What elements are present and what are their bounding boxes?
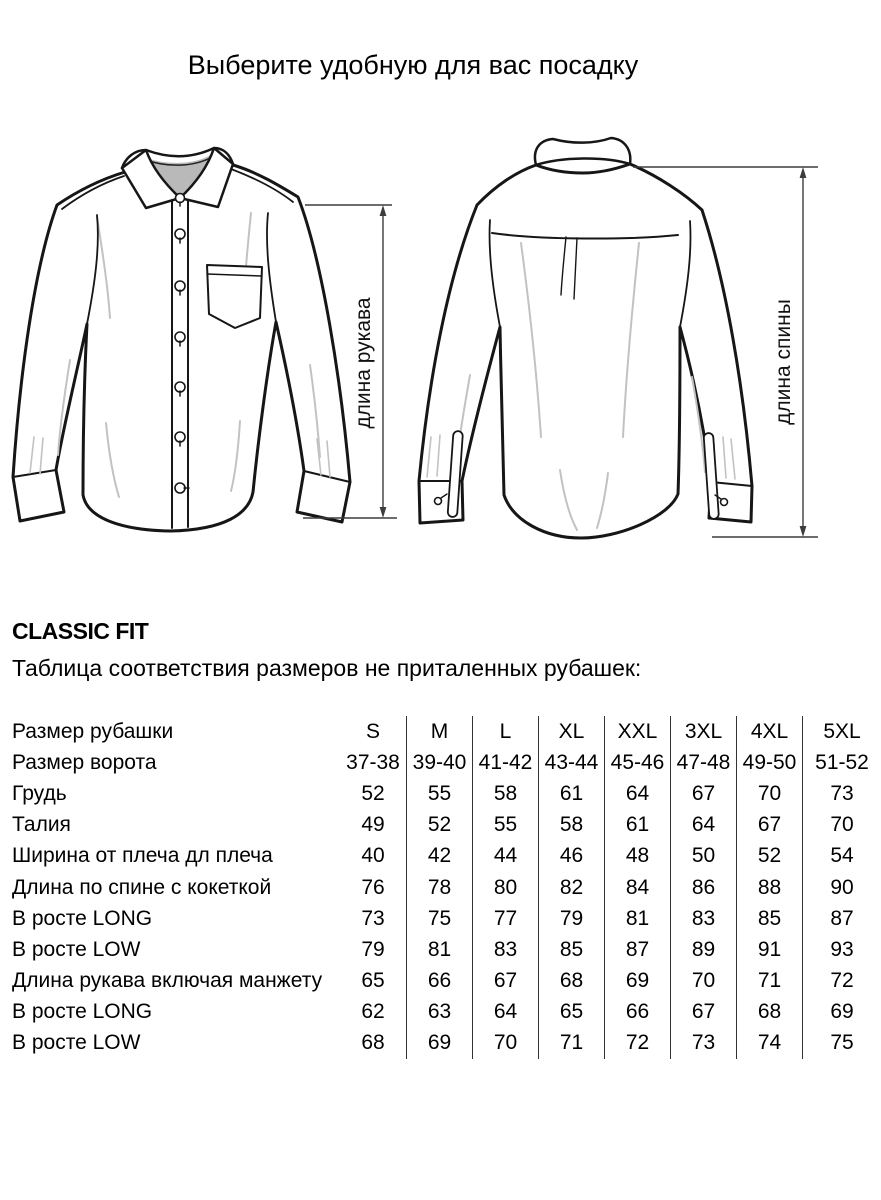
cell-value: 61 [604, 810, 670, 841]
cell-value: 85 [736, 903, 802, 934]
cell-value: 67 [736, 810, 802, 841]
cell-value: 90 [802, 872, 881, 903]
cell-value: 71 [736, 966, 802, 997]
cell-value: 81 [604, 903, 670, 934]
shirt-front-drawing [13, 148, 350, 531]
cell-value: 52 [406, 810, 472, 841]
cell-value: 69 [802, 997, 881, 1028]
cell-value: 64 [670, 810, 736, 841]
cell-value: 71 [538, 1028, 604, 1059]
cell-value: 85 [538, 934, 604, 965]
section-heading: CLASSIC FIT [12, 618, 149, 644]
cell-value: 76 [361, 875, 385, 899]
row-label: В росте LOW [12, 937, 141, 961]
row-label: Размер ворота [12, 750, 157, 774]
size-column-header: L [472, 716, 538, 747]
cell-value: 70 [670, 966, 736, 997]
cell-value: 89 [670, 934, 736, 965]
page-title: Выберите удобную для вас посадку [187, 50, 639, 80]
cell-value: 68 [538, 966, 604, 997]
cell-value: 70 [802, 810, 881, 841]
cell-value: 65 [361, 969, 385, 993]
cell-value: 78 [406, 872, 472, 903]
cell-value: 67 [670, 997, 736, 1028]
cell-value: 50 [670, 841, 736, 872]
cell-value: 41-42 [472, 747, 538, 778]
cell-value: 43-44 [538, 747, 604, 778]
size-column-header: 5XL [802, 716, 881, 747]
cell-value: 55 [472, 810, 538, 841]
size-column-header: 3XL [670, 716, 736, 747]
cell-value: 68 [361, 1031, 385, 1055]
cell-value: 73 [802, 778, 881, 809]
size-column-header: M [406, 716, 472, 747]
cell-value: 91 [736, 934, 802, 965]
cell-value: 88 [736, 872, 802, 903]
row-label: В росте LONG [12, 906, 153, 930]
cell-value: 70 [736, 778, 802, 809]
cell-value: 86 [670, 872, 736, 903]
cell-value: 83 [472, 934, 538, 965]
cell-value: 79 [538, 903, 604, 934]
cell-value: 52 [736, 841, 802, 872]
table-header-label: Размер рубашки [12, 719, 174, 743]
cell-value: 82 [538, 872, 604, 903]
cell-value: 68 [736, 997, 802, 1028]
row-label: Длина по спине с кокеткой [12, 875, 272, 899]
size-column-header: S [365, 719, 380, 743]
cell-value: 74 [736, 1028, 802, 1059]
cell-value: 81 [406, 934, 472, 965]
cell-value: 42 [406, 841, 472, 872]
cell-value: 75 [406, 903, 472, 934]
cell-value: 69 [604, 966, 670, 997]
size-column-header: XL [538, 716, 604, 747]
size-column-header: 4XL [736, 716, 802, 747]
cell-value: 87 [604, 934, 670, 965]
cell-value: 37-38 [346, 750, 400, 774]
cell-value: 58 [472, 778, 538, 809]
cell-value: 70 [472, 1028, 538, 1059]
row-label: Грудь [12, 781, 67, 805]
cell-value: 54 [802, 841, 881, 872]
row-label: В росте LONG [12, 1000, 153, 1024]
cell-value: 64 [472, 997, 538, 1028]
cell-value: 87 [802, 903, 881, 934]
shirt-back-drawing [419, 138, 752, 538]
cell-value: 46 [538, 841, 604, 872]
cell-value: 69 [406, 1028, 472, 1059]
cell-value: 65 [538, 997, 604, 1028]
cell-value: 48 [604, 841, 670, 872]
back-collar [535, 138, 630, 165]
cell-value: 47-48 [670, 747, 736, 778]
row-label: Ширина от плеча дл плеча [12, 844, 273, 868]
cell-value: 58 [538, 810, 604, 841]
cell-value: 79 [361, 937, 385, 961]
sleeve-length-label: длина рукава [352, 297, 375, 429]
cell-value: 73 [670, 1028, 736, 1059]
shirt-fit-figure [0, 125, 881, 580]
back-length-label: длина спины [772, 299, 795, 425]
cell-value: 66 [406, 966, 472, 997]
cell-value: 84 [604, 872, 670, 903]
cell-value: 77 [472, 903, 538, 934]
cell-value: 67 [670, 778, 736, 809]
cell-value: 49 [361, 813, 385, 837]
cell-value: 75 [802, 1028, 881, 1059]
cell-value: 62 [361, 1000, 385, 1024]
cell-value: 40 [361, 844, 385, 868]
cell-value: 73 [361, 906, 385, 930]
size-column-header: XXL [604, 716, 670, 747]
cell-value: 55 [406, 778, 472, 809]
size-table [0, 716, 881, 1059]
cell-value: 80 [472, 872, 538, 903]
section-subtitle: Таблица соответствия размеров не приталенных рубашек: [12, 655, 642, 681]
cell-value: 64 [604, 778, 670, 809]
cell-value: 72 [802, 966, 881, 997]
cell-value: 39-40 [406, 747, 472, 778]
cell-value: 66 [604, 997, 670, 1028]
cell-value: 93 [802, 934, 881, 965]
cell-value: 63 [406, 997, 472, 1028]
row-label: В росте LOW [12, 1031, 141, 1055]
cell-value: 49-50 [736, 747, 802, 778]
cell-value: 72 [604, 1028, 670, 1059]
cell-value: 45-46 [604, 747, 670, 778]
cell-value: 83 [670, 903, 736, 934]
cell-value: 51-52 [802, 747, 881, 778]
cell-value: 44 [472, 841, 538, 872]
cell-value: 67 [472, 966, 538, 997]
row-label: Талия [12, 813, 71, 837]
row-label: Длина рукава включая манжету [12, 969, 323, 993]
cell-value: 52 [361, 781, 385, 805]
cell-value: 61 [538, 778, 604, 809]
